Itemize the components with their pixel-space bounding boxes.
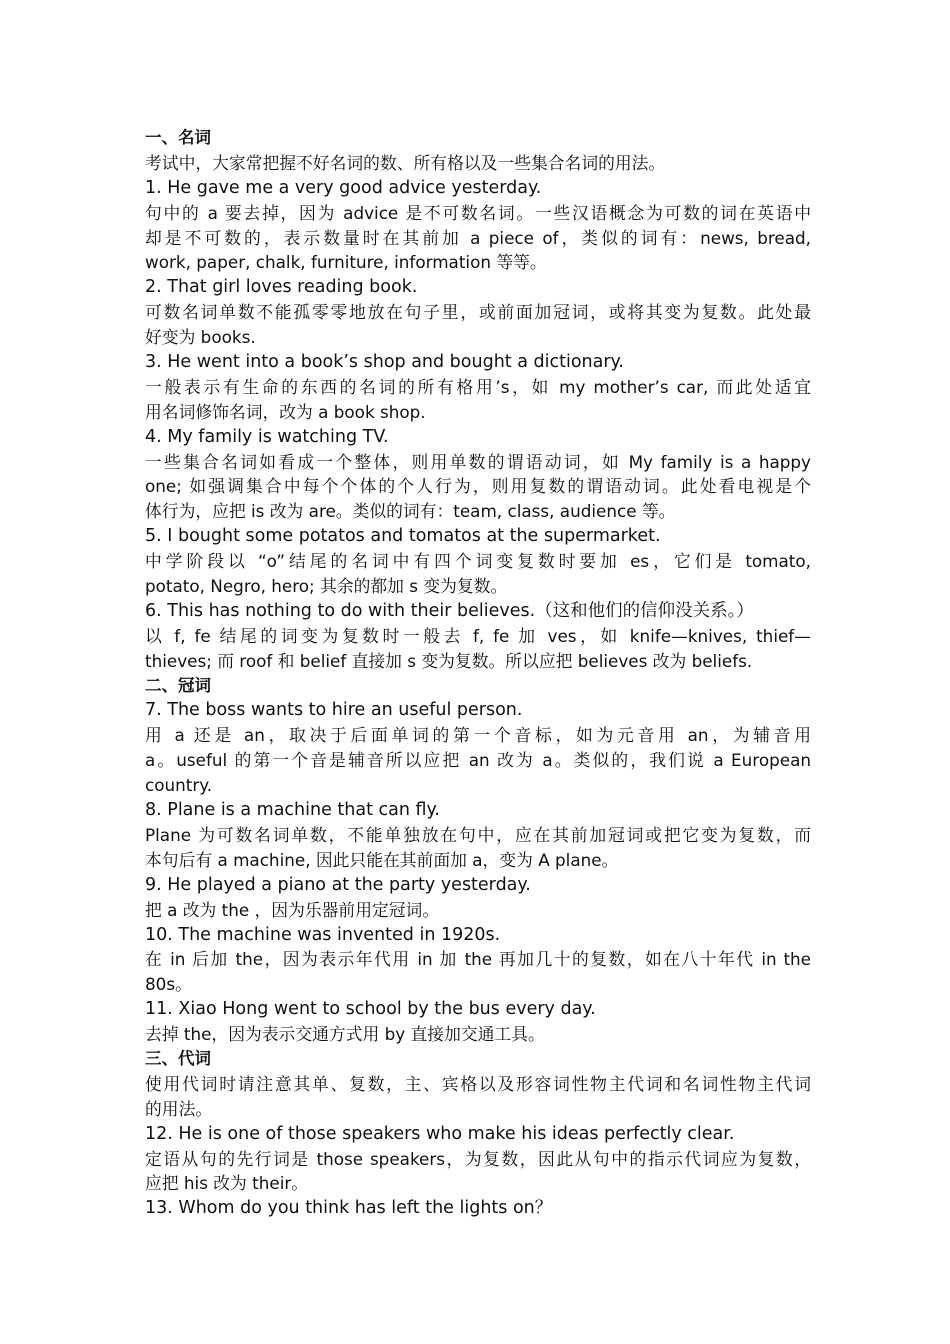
explanation-line: 中学阶段以 “o”结尾的名词中有四个词变复数时要加 es，它们是 tomato, xyxy=(145,551,811,572)
explanation-line: 去掉 the，因为表示交通方式用 by 直接加交通工具。 xyxy=(145,1024,545,1045)
explanation-line: 好变为 books. xyxy=(145,327,256,348)
explanation-line: 一些集合名词如看成一个整体，则用单数的谓语动词，如 My family is a happy xyxy=(145,451,811,472)
example-sentence: 1. He gave me a very good advice yesterday. xyxy=(145,177,542,198)
explanation-line: 用名词修饰名词，改为 a book shop. xyxy=(145,401,426,422)
explanation-line: 本句后有 a machine, 因此只能在其前面加 a，变为 A plane。 xyxy=(145,849,619,870)
example-sentence: 10. The machine was invented in 1920s. xyxy=(145,924,501,945)
explanation-line: country. xyxy=(145,775,213,796)
section-heading: 三、代词 xyxy=(145,1048,211,1068)
explanation-line: 句中的 a 要去掉，因为 advice 是不可数名词。一些汉语概念为可数的词在英语中 xyxy=(145,202,811,223)
example-sentence: 5. I bought some potatos and tomatos at the supermarket. xyxy=(145,526,661,547)
example-sentence: 13. Whom do you think has left the lights on？ xyxy=(145,1198,553,1219)
explanation-line: 定语从句的先行词是 those speakers，为复数，因此从句中的指示代词应为复数， xyxy=(145,1148,811,1169)
section-heading: 二、冠词 xyxy=(145,675,211,695)
example-sentence: 3. He went into a book’s shop and bought a dictionary. xyxy=(145,352,624,373)
section-heading: 一、名词 xyxy=(145,128,211,147)
explanation-line: thieves; 而 roof 和 belief 直接加 s 变为复数。所以应把 believes 改为 beliefs. xyxy=(145,650,753,671)
explanation-line: 在 in 后加 the，因为表示年代用 in 加 the 再加几十的复数，如在八十年代 in the xyxy=(145,949,811,970)
explanation-line: 可数名词单数不能孤零零地放在句子里，或前面加冠词，或将其变为复数。此处最 xyxy=(145,302,811,323)
explanation-line: 一般表示有生命的东西的名词的所有格用’s，如 my mother’s car, 而此处适宜 xyxy=(145,376,811,397)
explanation-line: Plane 为可数名词单数，不能单独放在句中，应在其前加冠词或把它变为复数，而 xyxy=(145,824,811,845)
example-sentence: 9. He played a piano at the party yesterday. xyxy=(145,874,531,895)
explanation-line: work, paper, chalk, furniture, information 等等。 xyxy=(145,252,547,273)
example-sentence: 6. This has nothing to do with their believes.（这和他们的信仰没关系。） xyxy=(145,600,754,621)
explanation-line: 体行为，应把 is 改为 are。类似的词有：team, class, audience 等。 xyxy=(145,501,676,522)
explanation-line: 应把 his 改为 their。 xyxy=(145,1173,309,1194)
explanation-line: 使用代词时请注意其单、复数，主、宾格以及形容词性物主代词和名词性物主代词 xyxy=(145,1073,811,1094)
explanation-line: potato, Negro, hero; 其余的都加 s 变为复数。 xyxy=(145,576,508,597)
example-sentence: 8. Plane is a machine that can fly. xyxy=(145,800,440,821)
example-sentence: 12. He is one of those speakers who make his ideas perfectly clear. xyxy=(145,1123,735,1144)
explanation-line: a。useful 的第一个音是辅音所以应把 an 改为 a。类似的，我们说 a European xyxy=(145,750,811,771)
explanation-line: 却是不可数的，表示数量时在其前加 a piece of，类似的词有：news, bread, xyxy=(145,227,811,248)
explanation-line: 80s。 xyxy=(145,974,192,995)
explanation-line: 以 f, fe 结尾的词变为复数时一般去 f, fe 加 ves，如 knife—knives, thief— xyxy=(145,625,811,646)
explanation-line: 的用法。 xyxy=(145,1098,213,1119)
example-sentence: 7. The boss wants to hire an useful person. xyxy=(145,700,523,721)
example-sentence: 11. Xiao Hong went to school by the bus every day. xyxy=(145,999,596,1020)
explanation-line: 把 a 改为 the ，因为乐器前用定冠词。 xyxy=(145,899,440,920)
explanation-line: one; 如强调集合中每个个体的个人行为，则用复数的谓语动词。此处看电视是个 xyxy=(145,476,811,497)
example-sentence: 2. That girl loves reading book. xyxy=(145,277,418,298)
explanation-line: 用 a 还是 an，取决于后面单词的第一个音标，如为元音用 an，为辅音用 xyxy=(145,725,811,746)
example-sentence: 4. My family is watching TV. xyxy=(145,426,389,447)
document-body xyxy=(145,126,811,1221)
explanation-line: 考试中，大家常把握不好名词的数、所有格以及一些集合名词的用法。 xyxy=(145,152,666,173)
